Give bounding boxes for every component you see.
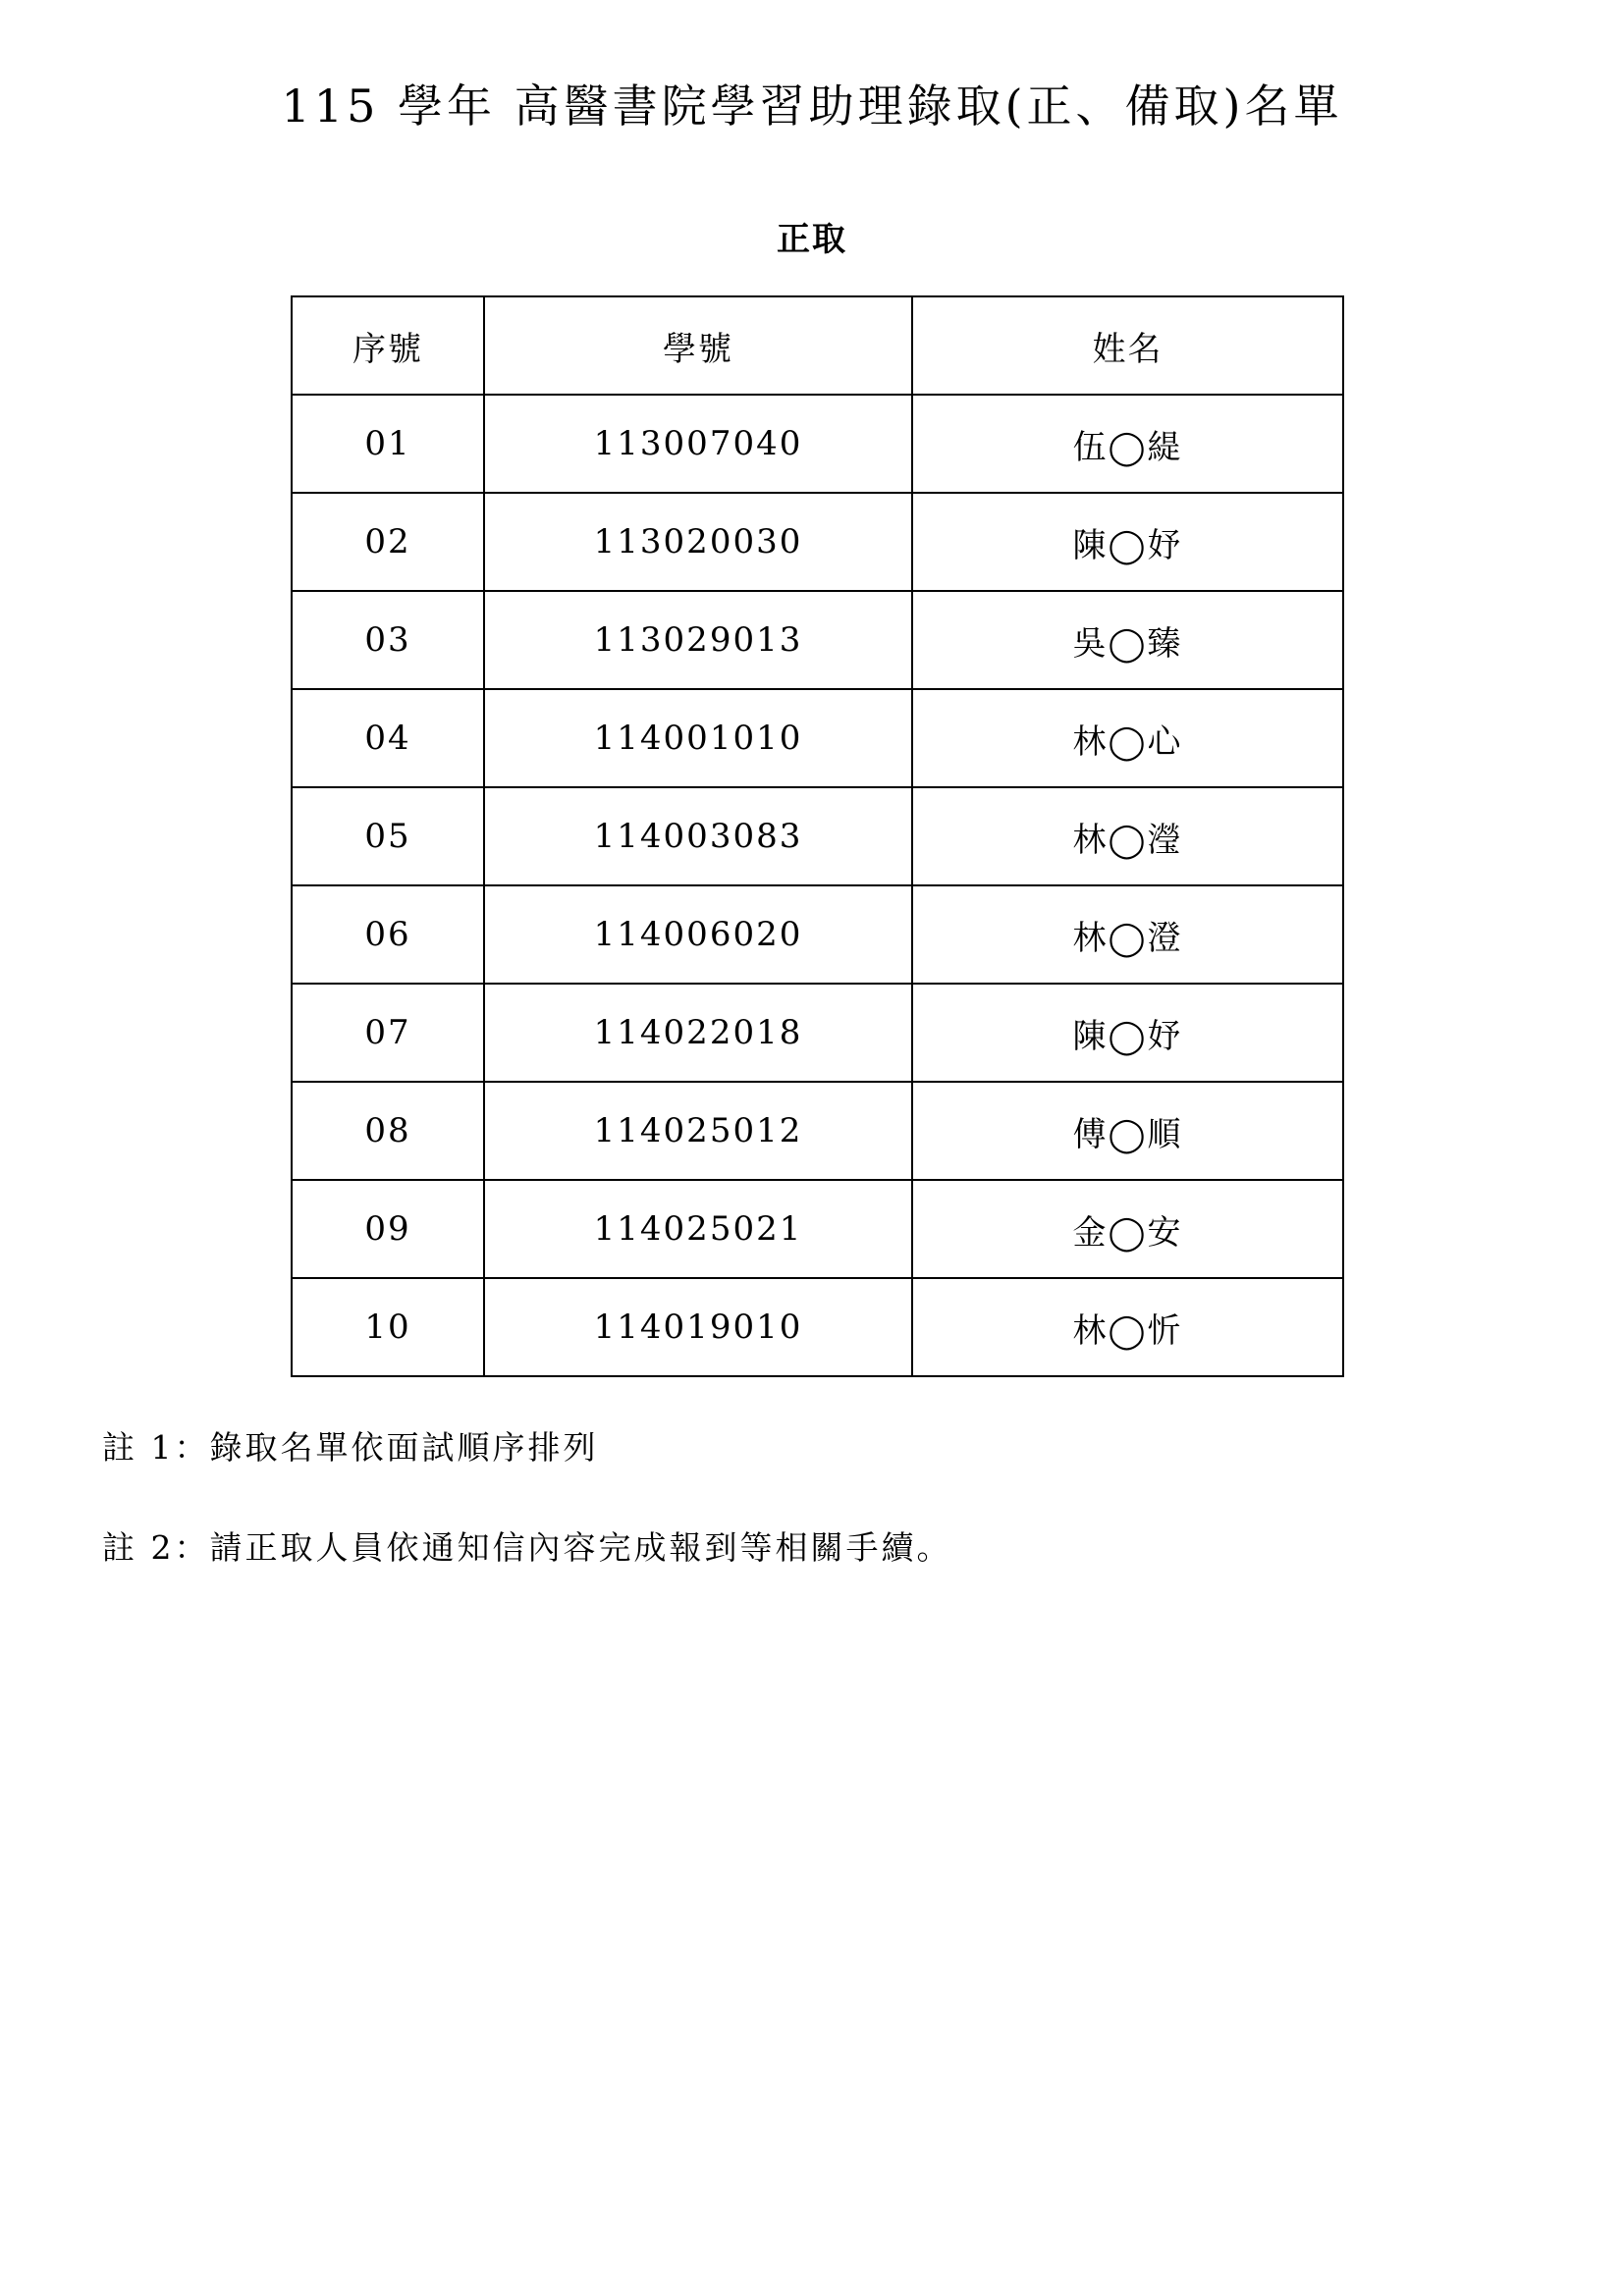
header-student-id: 學號 <box>484 296 912 395</box>
table-row <box>292 787 1343 885</box>
table-row <box>292 689 1343 787</box>
name-cell: 傅◯順 <box>912 1082 1343 1180</box>
header-name: 姓名 <box>912 296 1343 395</box>
table-row <box>292 1278 1343 1376</box>
name-cell: 吳◯臻 <box>912 591 1343 689</box>
table-row <box>292 1180 1343 1278</box>
note-1: 註 1：錄取名單依面試順序排列 <box>102 1428 599 1467</box>
seq-cell: 02 <box>292 493 484 591</box>
table-row <box>292 395 1343 493</box>
student-id-cell: 114025012 <box>484 1082 912 1180</box>
name-cell: 林◯澄 <box>912 885 1343 984</box>
seq-cell: 07 <box>292 984 484 1082</box>
note-2: 註 2：請正取人員依通知信內容完成報到等相關手續。 <box>102 1528 952 1567</box>
table-row <box>292 1082 1343 1180</box>
seq-cell: 03 <box>292 591 484 689</box>
seq-cell: 01 <box>292 395 484 493</box>
seq-cell: 09 <box>292 1180 484 1278</box>
seq-cell: 10 <box>292 1278 484 1376</box>
table-body <box>292 395 1343 1376</box>
name-cell: 林◯忻 <box>912 1278 1343 1376</box>
table-header-row <box>292 296 1343 395</box>
student-id-cell: 114019010 <box>484 1278 912 1376</box>
table-row <box>292 885 1343 984</box>
student-id-cell: 114003083 <box>484 787 912 885</box>
table-row <box>292 984 1343 1082</box>
name-cell: 金◯安 <box>912 1180 1343 1278</box>
student-id-cell: 113020030 <box>484 493 912 591</box>
student-id-cell: 114022018 <box>484 984 912 1082</box>
seq-cell: 04 <box>292 689 484 787</box>
section-title: 正取 <box>777 220 847 259</box>
table-row <box>292 591 1343 689</box>
student-id-cell: 113029013 <box>484 591 912 689</box>
seq-cell: 05 <box>292 787 484 885</box>
student-id-cell: 114006020 <box>484 885 912 984</box>
name-cell: 林◯瀅 <box>912 787 1343 885</box>
page-title: 115 學年 高醫書院學習助理錄取(正、備取)名單 <box>281 80 1343 133</box>
seq-cell: 08 <box>292 1082 484 1180</box>
header-seq: 序號 <box>292 296 484 395</box>
student-id-cell: 113007040 <box>484 395 912 493</box>
student-id-cell: 114025021 <box>484 1180 912 1278</box>
name-cell: 陳◯妤 <box>912 493 1343 591</box>
name-cell: 陳◯妤 <box>912 984 1343 1082</box>
student-id-cell: 114001010 <box>484 689 912 787</box>
name-cell: 林◯心 <box>912 689 1343 787</box>
admission-table <box>291 295 1344 1377</box>
table-row <box>292 493 1343 591</box>
seq-cell: 06 <box>292 885 484 984</box>
name-cell: 伍◯緹 <box>912 395 1343 493</box>
